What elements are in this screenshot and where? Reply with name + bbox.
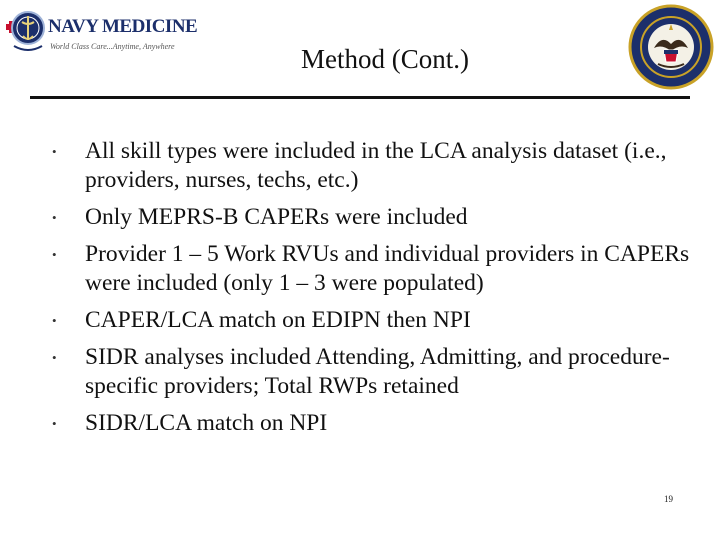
- bullet-text: SIDR analyses included Attending, Admitting, and procedure-specific providers; Total RWPs retained: [85, 344, 670, 399]
- navy-medicine-logo: [4, 6, 198, 56]
- bullet-text: SIDR/LCA match on NPI: [85, 410, 328, 436]
- slide-title: Method (Cont.): [301, 44, 469, 74]
- bullet-text: CAPER/LCA match on EDIPN then NPI: [85, 307, 471, 333]
- bullet-item: [52, 203, 692, 232]
- bullet-item: [52, 409, 692, 438]
- bullet-list: [52, 137, 692, 446]
- navy-seal-icon: [628, 4, 714, 90]
- title-divider: [30, 96, 690, 99]
- bullet-dot-icon: •: [52, 247, 57, 262]
- bullet-text: Only MEPRS-B CAPERs were included: [85, 204, 468, 230]
- logo-tagline: World Class Care...Anytime, Anywhere: [50, 42, 175, 51]
- bullet-dot-icon: •: [52, 350, 57, 365]
- bullet-item: [52, 306, 692, 335]
- page-number: 19: [664, 494, 673, 504]
- bullet-dot-icon: •: [52, 210, 57, 225]
- bullet-item: [52, 137, 692, 195]
- bullet-text: All skill types were included in the LCA analysis dataset (i.e., providers, nurses, techs, etc.): [85, 138, 667, 193]
- logo-title: NAVY MEDICINE: [48, 16, 198, 37]
- navy-medicine-emblem-icon: [4, 6, 48, 56]
- bullet-text: Provider 1 – 5 Work RVUs and individual providers in CAPERs were included (only 1 – 3 were populated): [85, 241, 690, 296]
- bullet-dot-icon: •: [52, 144, 57, 159]
- bullet-dot-icon: •: [52, 313, 57, 328]
- bullet-dot-icon: •: [52, 416, 57, 431]
- bullet-item: [52, 343, 692, 401]
- bullet-item: [52, 240, 692, 298]
